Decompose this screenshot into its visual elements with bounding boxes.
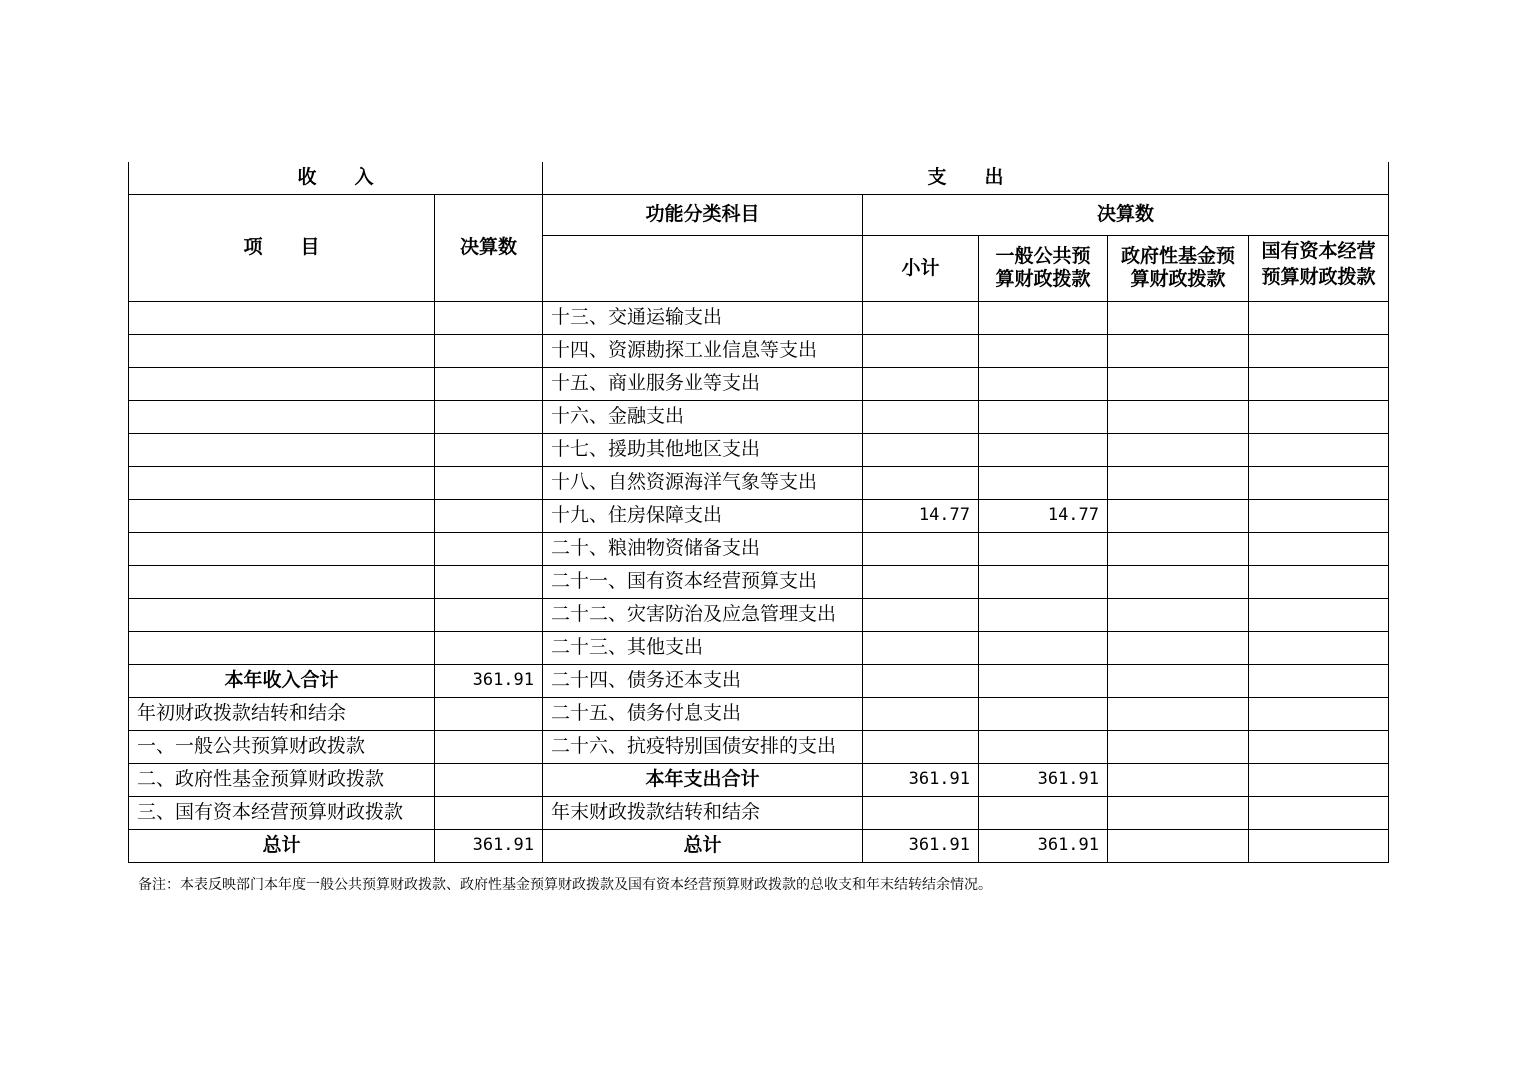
general-budget-cell: [979, 301, 1108, 334]
expense-category-cell: 二十六、抗疫特别国债安排的支出: [543, 730, 863, 763]
general-budget-cell: [979, 730, 1108, 763]
expense-category-cell: 二十一、国有资本经营预算支出: [543, 565, 863, 598]
income-amount-cell: [435, 334, 543, 367]
income-item-cell: [129, 466, 435, 499]
table-row: [129, 499, 1389, 532]
function-category-header: 功能分类科目: [543, 194, 863, 235]
expense-category-cell: 十八、自然资源海洋气象等支出: [543, 466, 863, 499]
expense-subtotal-cell: [863, 697, 979, 730]
income-amount-header: 决算数: [435, 194, 543, 301]
state-capital-cell: [1249, 796, 1389, 829]
income-item-cell: [129, 334, 435, 367]
expense-subtotal-cell: [863, 598, 979, 631]
income-amount-cell: [435, 565, 543, 598]
expense-subtotal-cell: [863, 466, 979, 499]
table-row: [129, 334, 1389, 367]
income-item-cell: 三、国有资本经营预算财政拨款: [129, 796, 435, 829]
expense-subtotal-cell: [863, 532, 979, 565]
expense-category-cell: 十三、交通运输支出: [543, 301, 863, 334]
general-budget-cell: 361.91: [979, 829, 1108, 862]
general-budget-cell: [979, 598, 1108, 631]
table-row: [129, 367, 1389, 400]
table-row: [129, 631, 1389, 664]
expense-category-cell: 本年支出合计: [543, 763, 863, 796]
state-capital-cell: [1249, 532, 1389, 565]
state-capital-cell: [1249, 466, 1389, 499]
gov-fund-cell: [1108, 334, 1249, 367]
income-item-cell: [129, 301, 435, 334]
general-budget-cell: 14.77: [979, 499, 1108, 532]
gov-fund-cell: [1108, 301, 1249, 334]
state-capital-cell: [1249, 301, 1389, 334]
general-budget-cell: 361.91: [979, 763, 1108, 796]
income-item-cell: 总计: [129, 829, 435, 862]
table-row: [129, 433, 1389, 466]
gov-fund-cell: [1108, 400, 1249, 433]
gov-fund-cell: [1108, 367, 1249, 400]
table-row: [129, 763, 1389, 796]
gov-fund-cell: [1108, 499, 1249, 532]
state-capital-cell: [1249, 367, 1389, 400]
general-budget-header: 一般公共预算财政拨款: [979, 235, 1108, 301]
gov-fund-cell: [1108, 730, 1249, 763]
table-row: [129, 664, 1389, 697]
income-amount-cell: [435, 367, 543, 400]
income-amount-cell: [435, 697, 543, 730]
gov-fund-cell: [1108, 631, 1249, 664]
general-budget-cell: [979, 532, 1108, 565]
gov-fund-cell: [1108, 664, 1249, 697]
income-amount-cell: 361.91: [435, 664, 543, 697]
expense-subtotal-cell: 14.77: [863, 499, 979, 532]
gov-fund-cell: [1108, 433, 1249, 466]
state-capital-cell: [1249, 334, 1389, 367]
table-row: [129, 532, 1389, 565]
state-capital-cell: [1249, 400, 1389, 433]
expense-category-cell: 十九、住房保障支出: [543, 499, 863, 532]
subtotal-header: 小计: [863, 235, 979, 301]
expense-category-cell: 二十三、其他支出: [543, 631, 863, 664]
general-budget-cell: [979, 697, 1108, 730]
general-budget-cell: [979, 433, 1108, 466]
income-amount-cell: [435, 433, 543, 466]
income-amount-cell: [435, 796, 543, 829]
income-amount-cell: 361.91: [435, 829, 543, 862]
state-capital-cell: [1249, 499, 1389, 532]
gov-fund-cell: [1108, 532, 1249, 565]
expense-category-cell: 十五、商业服务业等支出: [543, 367, 863, 400]
expense-subtotal-cell: [863, 433, 979, 466]
gov-fund-cell: [1108, 763, 1249, 796]
income-item-cell: [129, 631, 435, 664]
income-amount-cell: [435, 400, 543, 433]
general-budget-cell: [979, 400, 1108, 433]
income-item-cell: [129, 433, 435, 466]
gov-fund-cell: [1108, 565, 1249, 598]
income-amount-cell: [435, 466, 543, 499]
expense-category-cell: 十七、援助其他地区支出: [543, 433, 863, 466]
income-item-cell: [129, 367, 435, 400]
general-budget-cell: [979, 466, 1108, 499]
table-row: [129, 565, 1389, 598]
expense-subtotal-cell: [863, 334, 979, 367]
expense-category-cell: 年末财政拨款结转和结余: [543, 796, 863, 829]
income-item-cell: [129, 598, 435, 631]
income-amount-cell: [435, 301, 543, 334]
table-row: [129, 466, 1389, 499]
state-capital-cell: [1249, 763, 1389, 796]
income-amount-cell: [435, 730, 543, 763]
income-amount-cell: [435, 532, 543, 565]
state-capital-cell: [1249, 433, 1389, 466]
gov-fund-header: 政府性基金预算财政拨款: [1108, 235, 1249, 301]
expense-subtotal-cell: [863, 565, 979, 598]
general-budget-cell: [979, 631, 1108, 664]
income-item-cell: [129, 400, 435, 433]
expense-subtotal-cell: [863, 730, 979, 763]
expense-category-cell: 总计: [543, 829, 863, 862]
expense-subtotal-cell: [863, 796, 979, 829]
general-budget-cell: [979, 367, 1108, 400]
income-item-cell: [129, 532, 435, 565]
income-amount-cell: [435, 763, 543, 796]
expense-category-cell: 二十五、债务付息支出: [543, 697, 863, 730]
state-capital-cell: [1249, 664, 1389, 697]
general-budget-cell: [979, 664, 1108, 697]
gov-fund-cell: [1108, 796, 1249, 829]
state-capital-header: 国有资本经营预算财政拨款: [1249, 235, 1389, 301]
income-section-header: 收 入: [129, 162, 543, 194]
table-row: [129, 829, 1389, 862]
general-budget-cell: [979, 565, 1108, 598]
expense-subtotal-cell: [863, 400, 979, 433]
income-item-cell: [129, 499, 435, 532]
expense-subtotal-cell: 361.91: [863, 763, 979, 796]
general-budget-cell: [979, 796, 1108, 829]
expense-category-cell: 二十、粮油物资储备支出: [543, 532, 863, 565]
state-capital-cell: [1249, 565, 1389, 598]
state-capital-cell: [1249, 598, 1389, 631]
item-column-header: 项 目: [129, 194, 435, 301]
expense-category-cell: 二十二、灾害防治及应急管理支出: [543, 598, 863, 631]
gov-fund-cell: [1108, 829, 1249, 862]
table-row: [129, 400, 1389, 433]
state-capital-cell: [1249, 697, 1389, 730]
income-amount-cell: [435, 631, 543, 664]
table-footnote: 备注：本表反映部门本年度一般公共预算财政拨款、政府性基金预算财政拨款及国有资本经营预算财政拨款的总收支和年末结转结余情况。: [138, 877, 992, 893]
income-item-cell: 二、政府性基金预算财政拨款: [129, 763, 435, 796]
general-budget-cell: [979, 334, 1108, 367]
expense-subtotal-cell: [863, 664, 979, 697]
income-item-cell: 年初财政拨款结转和结余: [129, 697, 435, 730]
expense-subtotal-cell: [863, 631, 979, 664]
expense-category-cell: 二十四、债务还本支出: [543, 664, 863, 697]
expense-subtotal-cell: [863, 301, 979, 334]
gov-fund-cell: [1108, 598, 1249, 631]
income-amount-cell: [435, 499, 543, 532]
state-capital-cell: [1249, 829, 1389, 862]
expense-category-cell: 十六、金融支出: [543, 400, 863, 433]
table-row: [129, 301, 1389, 334]
gov-fund-cell: [1108, 466, 1249, 499]
table-row: [129, 598, 1389, 631]
table-row: [129, 730, 1389, 763]
function-category-subheader: [543, 235, 863, 301]
fiscal-appropriation-table: [128, 162, 1389, 863]
expense-section-header: 支 出: [543, 162, 1389, 194]
table-body: [129, 301, 1389, 862]
table-row: [129, 796, 1389, 829]
state-capital-cell: [1249, 631, 1389, 664]
expense-amount-header: 决算数: [863, 194, 1389, 235]
expense-category-cell: 十四、资源勘探工业信息等支出: [543, 334, 863, 367]
income-amount-cell: [435, 598, 543, 631]
expense-subtotal-cell: 361.91: [863, 829, 979, 862]
income-item-cell: [129, 565, 435, 598]
gov-fund-cell: [1108, 697, 1249, 730]
table-row: [129, 697, 1389, 730]
income-item-cell: 一、一般公共预算财政拨款: [129, 730, 435, 763]
income-item-cell: 本年收入合计: [129, 664, 435, 697]
expense-subtotal-cell: [863, 367, 979, 400]
state-capital-cell: [1249, 730, 1389, 763]
